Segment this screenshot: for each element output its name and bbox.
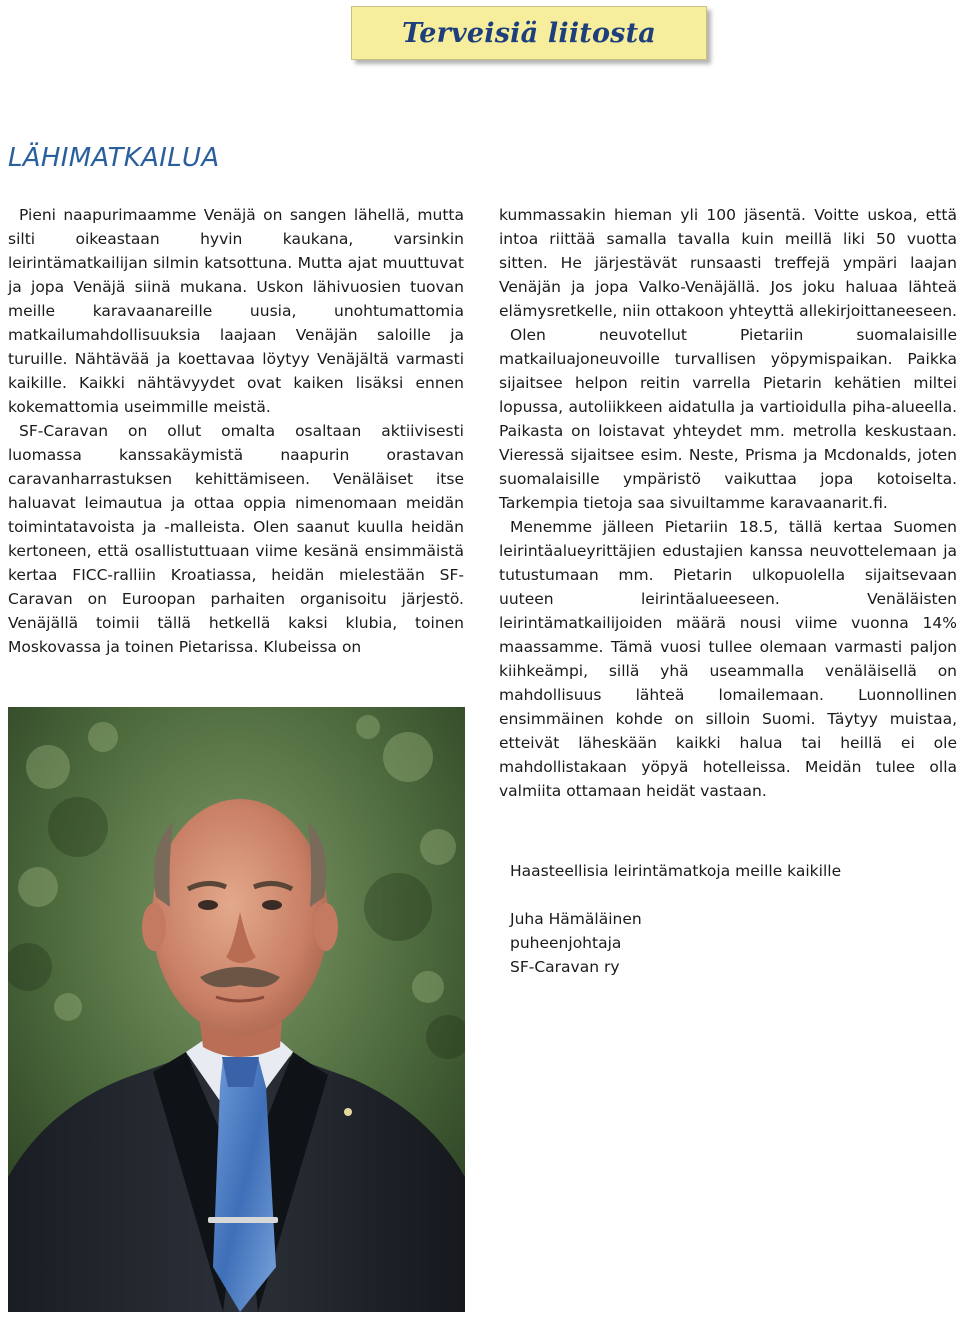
header-banner <box>351 6 707 60</box>
right-column <box>499 203 957 803</box>
closing-greeting: Haasteellisia leirintämatkoja meille kaikille <box>510 862 842 880</box>
left-paragraph-1: Pieni naapurimaamme Venäjä on sangen lähellä, mutta silti oikeastaan hyvin kaukana, varsinkin leirintämatkailijan silmin katsottuna. Mutta ajat muuttuvat ja jopa Venäjä siinä mukana. Uskon lähivuosien tuovan meille karavaanareille uusia, unohtumattomia matkailumahdollisuuksia laajaan Venäjän saloille ja turuille. Nähtävää ja koettavaa löytyy Venäjältä varmasti kaikille. Kaikki nähtävyydet ovat kaiken lisäksi ennen kokemattomia useimmille meistä. <box>8 206 464 416</box>
section-heading: LÄHIMATKAILUA <box>8 143 220 173</box>
signature-role: puheenjohtaja <box>510 934 622 952</box>
right-paragraph-2: Olen neuvotellut Pietariin suomalaisille matkailuajoneuvoille turvallisen yöpymispaikan. Paikka sijaitsee helpon reitin varrella Pietarin kehätien miltei lopussa, autoliikkeen aidatulla ja vartioidulla piha-alueella. Paikasta on loistavat yhteydet mm. metrolla keskustaan. Vieressä sijaitsee esim. Neste, Prisma ja Mcdonalds, joten suomalaisille ympäristö vaikuttaa jopa kotoiselta. Tarkempia tietoja saa sivuiltamme karavaanarit.fi. <box>499 326 957 512</box>
signature-organization: SF-Caravan ry <box>510 958 620 976</box>
right-paragraph-1: kummassakin hieman yli 100 jäsentä. Voitte uskoa, että intoa riittää samalla tavalla kuin meillä liki 50 vuotta sitten. He järjestävät runsaasti treffejä ympäri laajan Venäjän ja jopa Valko-Venäjällä. Jos joku haluaa lähteä elämysretkelle, niin ottakoon yhteyttä allekirjoittaneeseen. <box>499 206 957 320</box>
right-paragraph-3: Menemme jälleen Pietariin 18.5, tällä kertaa Suomen leirintäalueyrittäjien edustajien kanssa neuvottelemaan ja tutustumaan mm. Pietarin ulkopuolella sijaitsevaan uuteen leirintäalueeseen. Venäläisten leirintämatkailijoiden määrä nousi viime vuonna 14% maassamme. Tämä vuosi tullee olemaan varmasti paljon kiihkeämpi, sillä yhä useammalla venäläisellä on mahdollisuus lähteä lomailemaan. Luonnollinen ensimmäinen kohde on silloin Suomi. Täytyy muistaa, etteivät läheskään kaikki halua tai heillä ei ole mahdollistakaan yöpyä hotelleissa. Meidän tulee olla valmiita ottamaan heidät vastaan. <box>499 518 957 800</box>
signature-block <box>510 907 642 979</box>
left-column <box>8 203 464 659</box>
signature-name: Juha Hämäläinen <box>510 910 642 928</box>
portrait-photo <box>8 707 465 1312</box>
left-paragraph-2: SF-Caravan on ollut omalta osaltaan aktiivisesti luomassa kanssakäymistä naapurin orastavan caravanharrastuksen kehittämiseen. Venäläiset itse haluavat leimautua ja ottaa oppia nimenomaan meidän toimintatavoista ja -malleista. Olen saanut kuulla heidän kertoneen, että osallistuttuaan viime kesänä ensimmäistä kertaa FICC-ralliin Kroatiassa, heidän mielestään SF-Caravan on Euroopan parhaiten organisoitu järjestö. Venäjällä toimii tällä hetkellä kaksi klubia, toinen Moskovassa ja toinen Pietarissa. Klubeissa on <box>8 422 464 656</box>
page-title: Terveisiä liitosta <box>402 17 656 49</box>
